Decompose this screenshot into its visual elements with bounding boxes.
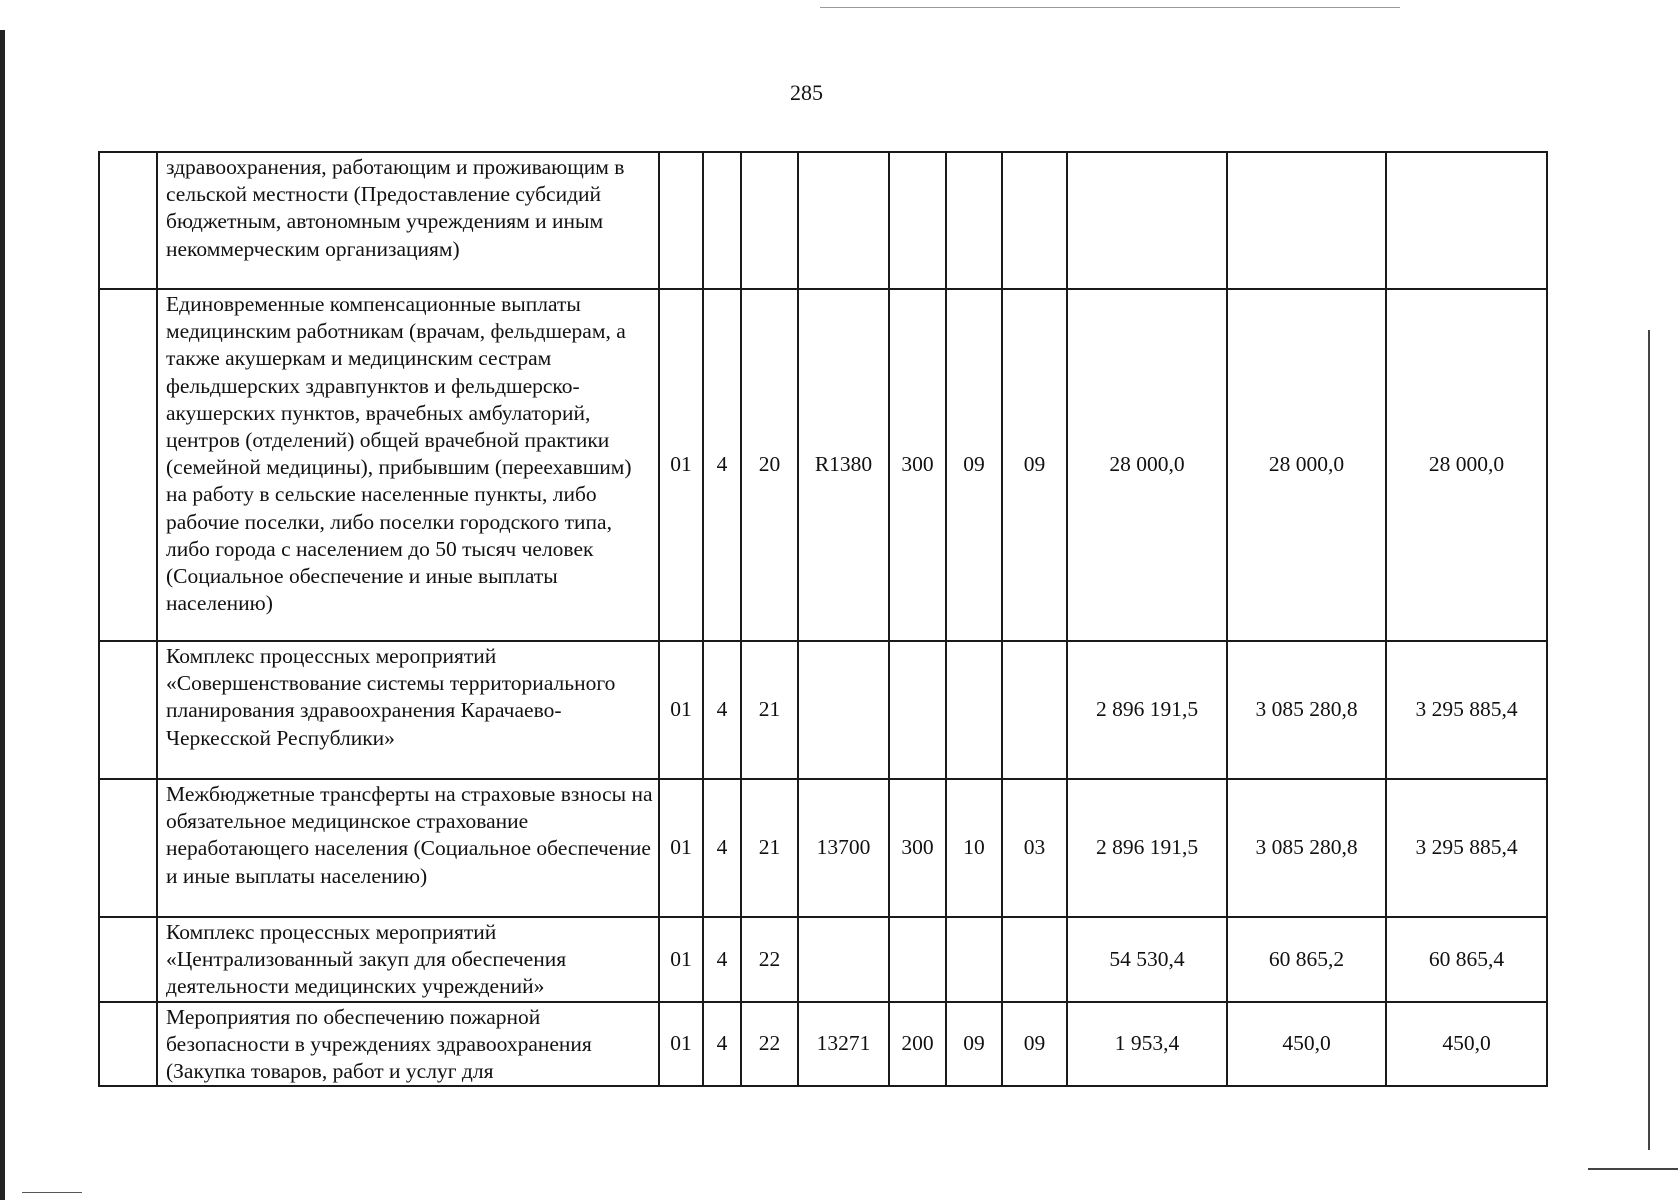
amount-cell (1067, 152, 1227, 289)
page-number: 285 (790, 80, 823, 105)
scan-edge-top (820, 7, 1400, 8)
code-cell: 4 (703, 289, 741, 641)
amount-cell: 2 896 191,5 (1067, 641, 1227, 779)
scan-edge-right-bottom (1588, 1168, 1678, 1170)
amount-cell: 2 896 191,5 (1067, 779, 1227, 917)
code-cell (659, 152, 703, 289)
code-cell (946, 152, 1002, 289)
code-cell: 300 (889, 289, 946, 641)
amount-cell: 60 865,4 (1386, 917, 1547, 1002)
amount-cell: 3 295 885,4 (1386, 779, 1547, 917)
table-row (99, 289, 1547, 641)
code-cell: 09 (946, 1002, 1002, 1087)
amount-cell: 60 865,2 (1227, 917, 1386, 1002)
code-cell (1002, 917, 1067, 1002)
amount-cell: 28 000,0 (1227, 289, 1386, 641)
code-cell: 300 (889, 779, 946, 917)
item-name: Мероприятия по обеспечению пожарной безопасности в учреждениях здравоохранения (Закупка товаров, работ и услуг для (157, 1002, 659, 1087)
amount-cell: 450,0 (1386, 1002, 1547, 1087)
index-cell (99, 779, 157, 917)
code-cell: 4 (703, 917, 741, 1002)
code-cell (703, 152, 741, 289)
table-row (99, 917, 1547, 1002)
code-cell: 01 (659, 641, 703, 779)
code-cell: 13271 (798, 1002, 889, 1087)
index-cell (99, 1002, 157, 1087)
code-cell: 4 (703, 1002, 741, 1087)
code-cell: 4 (703, 779, 741, 917)
budget-table (98, 151, 1548, 1087)
code-cell (798, 152, 889, 289)
code-cell: 13700 (798, 779, 889, 917)
table-row (99, 1002, 1547, 1087)
code-cell: 10 (946, 779, 1002, 917)
amount-cell: 28 000,0 (1386, 289, 1547, 641)
amount-cell (1227, 152, 1386, 289)
table-row (99, 779, 1547, 917)
code-cell: R1380 (798, 289, 889, 641)
code-cell (798, 917, 889, 1002)
amount-cell (1386, 152, 1547, 289)
code-cell (1002, 152, 1067, 289)
code-cell: 21 (741, 641, 798, 779)
code-cell: 01 (659, 917, 703, 1002)
code-cell: 01 (659, 779, 703, 917)
code-cell: 21 (741, 779, 798, 917)
code-cell (946, 641, 1002, 779)
scan-edge-bottom (22, 1192, 82, 1193)
item-name: Комплекс процессных мероприятий «Совершенствование системы территориального планирования здравоохранения Карачаево-Черкесской Республики» (157, 641, 659, 779)
amount-cell: 54 530,4 (1067, 917, 1227, 1002)
code-cell: 200 (889, 1002, 946, 1087)
amount-cell: 3 085 280,8 (1227, 779, 1386, 917)
index-cell (99, 641, 157, 779)
table-row (99, 641, 1547, 779)
code-cell: 09 (1002, 1002, 1067, 1087)
item-name: Единовременные компенсационные выплаты медицинским работникам (врачам, фельдшерам, а также акушеркам и медицинским сестрам фельдшерских здравпунктов и фельдшерско-акушерских пунктов, врачебных амбулаторий, центров (отделений) общей врачебной практики (семейной медицины), прибывшим (переехавшим) на работу в сельские населенные пункты, либо рабочие поселки, либо поселки городского типа, либо города с населением до 50 тысяч человек (Социальное обеспечение и иные выплаты населению) (157, 289, 659, 641)
code-cell: 20 (741, 289, 798, 641)
code-cell: 01 (659, 1002, 703, 1087)
code-cell (946, 917, 1002, 1002)
code-cell (889, 152, 946, 289)
table-row (99, 152, 1547, 289)
code-cell (889, 641, 946, 779)
code-cell (889, 917, 946, 1002)
code-cell (798, 641, 889, 779)
code-cell: 4 (703, 641, 741, 779)
index-cell (99, 917, 157, 1002)
amount-cell: 3 085 280,8 (1227, 641, 1386, 779)
code-cell: 09 (946, 289, 1002, 641)
amount-cell: 450,0 (1227, 1002, 1386, 1087)
code-cell (741, 152, 798, 289)
item-name: здравоохранения, работающим и проживающим в сельской местности (Предоставление субсидий бюджетным, автономным учреждениям и иным некоммерческим организациям) (157, 152, 659, 289)
amount-cell: 3 295 885,4 (1386, 641, 1547, 779)
scan-edge-left (0, 30, 5, 1200)
amount-cell: 28 000,0 (1067, 289, 1227, 641)
amount-cell: 1 953,4 (1067, 1002, 1227, 1087)
scan-edge-right (1648, 330, 1650, 1150)
item-name: Межбюджетные трансферты на страховые взносы на обязательное медицинское страхование неработающего населения (Социальное обеспечение и иные выплаты населению) (157, 779, 659, 917)
code-cell: 09 (1002, 289, 1067, 641)
item-name: Комплекс процессных мероприятий «Централизованный закуп для обеспечения деятельности медицинских учреждений» (157, 917, 659, 1002)
code-cell: 01 (659, 289, 703, 641)
code-cell (1002, 641, 1067, 779)
code-cell: 22 (741, 917, 798, 1002)
code-cell: 22 (741, 1002, 798, 1087)
code-cell: 03 (1002, 779, 1067, 917)
index-cell (99, 152, 157, 289)
index-cell (99, 289, 157, 641)
